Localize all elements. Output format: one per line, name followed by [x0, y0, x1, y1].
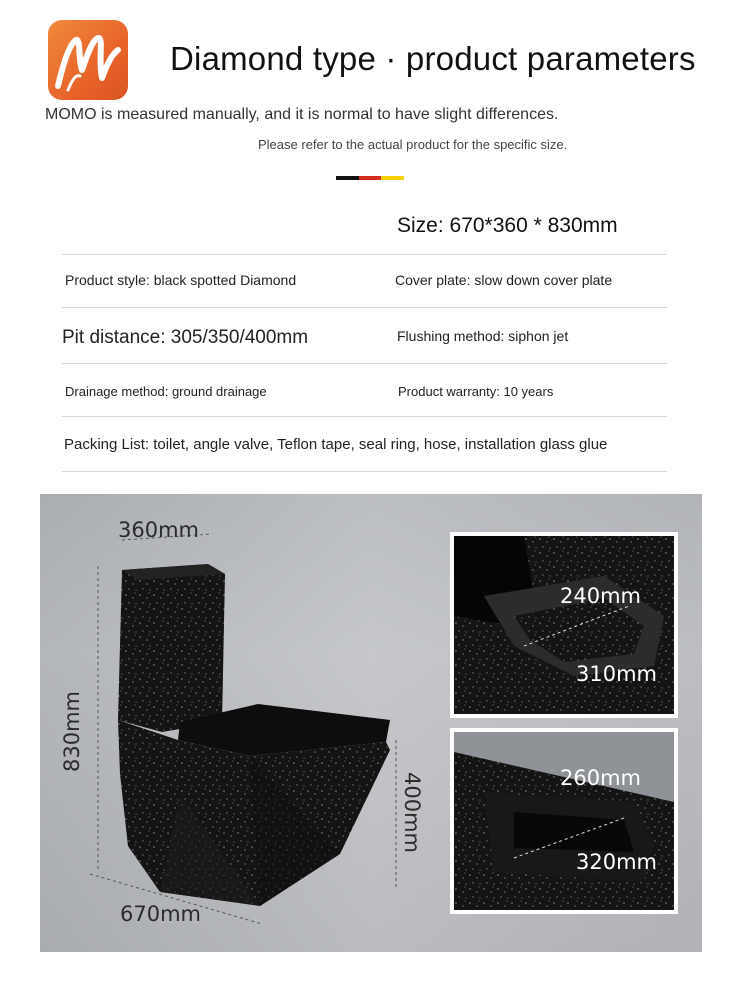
drainage-method-spec: Drainage method: ground drainage — [65, 384, 267, 399]
packing-list-spec: Packing List: toilet, angle valve, Teflon tape, seal ring, hose, installation glass glue — [64, 436, 608, 453]
divider-segment-yellow — [381, 176, 404, 180]
width-top-label: 360mm — [118, 518, 199, 542]
inset2-length-label: 320mm — [576, 850, 657, 874]
bowl-height-label: 400mm — [400, 772, 424, 853]
flushing-method-spec: Flushing method: siphon jet — [397, 328, 569, 344]
bowl-bottom-inset — [450, 728, 678, 914]
brand-logo — [48, 20, 128, 100]
divider — [62, 363, 667, 364]
divider — [62, 471, 667, 472]
inset1-length-label: 310mm — [576, 662, 657, 686]
product-diagram — [40, 494, 702, 952]
color-divider — [336, 176, 404, 180]
measurement-note: MOMO is measured manually, and it is normal to have slight differences. — [45, 106, 559, 123]
bowl-bottom-illustration — [454, 732, 674, 910]
bowl-top-illustration — [454, 536, 674, 714]
divider — [62, 416, 667, 417]
page-title: Diamond type · product parameters — [170, 40, 696, 77]
size-spec: Size: 670*360 * 830mm — [397, 214, 618, 237]
pit-distance-spec: Pit distance: 305/350/400mm — [62, 327, 309, 348]
height-label: 830mm — [60, 691, 84, 772]
divider-segment-black — [336, 176, 359, 180]
product-style-spec: Product style: black spotted Diamond — [65, 272, 297, 288]
inset2-width-label: 260mm — [560, 766, 641, 790]
bowl-top-inset — [450, 532, 678, 718]
cover-plate-spec: Cover plate: slow down cover plate — [395, 272, 613, 288]
divider — [62, 307, 667, 308]
momo-m-logo-icon — [48, 20, 128, 100]
warranty-spec: Product warranty: 10 years — [398, 384, 554, 399]
divider-segment-red — [359, 176, 382, 180]
refer-note: Please refer to the actual product for the specific size. — [258, 137, 568, 152]
inset1-width-label: 240mm — [560, 584, 641, 608]
depth-bottom-label: 670mm — [120, 902, 201, 926]
divider — [62, 254, 667, 255]
